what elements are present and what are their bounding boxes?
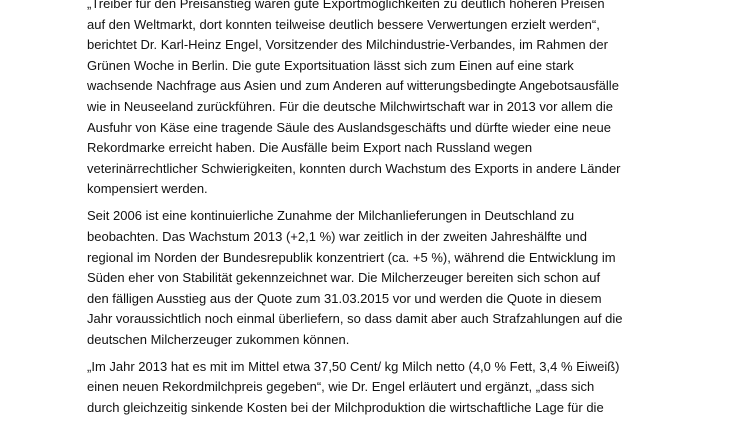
text-line: wie in Neuseeland zurückführen. Für die deutsche Milchwirtschaft war in 2013 vor allem die <box>87 98 614 114</box>
text-line: Grünen Woche in Berlin. Die gute Exportsituation lässt sich zum Einen auf eine stark <box>87 57 574 73</box>
paragraph-milk-deliveries <box>87 206 707 350</box>
text-line: Seit 2006 ist eine kontinuierliche Zunahme der Milchanlieferungen in Deutschland zu <box>87 208 575 224</box>
text-line: einen neuen Rekordmilchpreis gegeben“, wie Dr. Engel erläutert und ergänzt, „dass sich <box>87 379 595 395</box>
text-line: „Im Jahr 2013 hat es mit im Mittel etwa 37,50 Cent/ kg Milch netto (4,0 % Fett, 3,4 % Eiweiß) <box>87 358 620 374</box>
text-line: Ausfuhr von Käse eine tragende Säule des Auslandsgeschäfts und dürfte wieder eine neue <box>87 119 611 135</box>
text-line: veterinärrechtlicher Schwierigkeiten, konnten durch Wachstum des Exports in andere Länder <box>87 160 621 176</box>
paragraph-export <box>87 0 707 200</box>
text-line: beobachten. Das Wachstum 2013 (+2,1 %) war zeitlich in der zweiten Jahreshälfte und <box>87 228 587 244</box>
paragraph-milk-price <box>87 357 707 419</box>
document-page <box>87 0 707 425</box>
text-line: Rekordmarke erreicht haben. Die Ausfälle beim Export nach Russland wegen <box>87 140 533 156</box>
text-line: „Treiber für den Preisanstieg waren gute Exportmöglichkeiten zu deutlich höheren Preisen <box>87 0 605 11</box>
text-line: deutschen Milcherzeuger zukommen können. <box>87 331 350 347</box>
text-line: Süden eher von Stabilität gekennzeichnet war. Die Milcherzeuger bereiten sich schon auf <box>87 270 601 286</box>
text-line: den fälligen Ausstieg aus der Quote zum 31.03.2015 vor und werden die Quote in diesem <box>87 290 602 306</box>
text-line: regional im Norden der Bundesrepublik konzentriert (ca. +5 %), während die Entwicklung im <box>87 249 616 265</box>
text-line: wachsende Nachfrage aus Asien und zum Anderen auf witterungsbedingte Angebotsausfälle <box>87 78 619 94</box>
text-line: kompensiert werden. <box>87 181 208 197</box>
text-line: durch gleichzeitig sinkende Kosten bei der Milchproduktion die wirtschaftliche Lage für die <box>87 400 604 416</box>
text-line: Jahr voraussichtlich noch einmal überliefern, so dass damit aber auch Strafzahlungen auf die <box>87 311 623 327</box>
text-line: berichtet Dr. Karl-Heinz Engel, Vorsitzender des Milchindustrie-Verbandes, im Rahmen der <box>87 37 608 53</box>
text-line: auf den Weltmarkt, dort konnten teilweise deutlich bessere Verwertungen erzielt werden“, <box>87 16 600 32</box>
